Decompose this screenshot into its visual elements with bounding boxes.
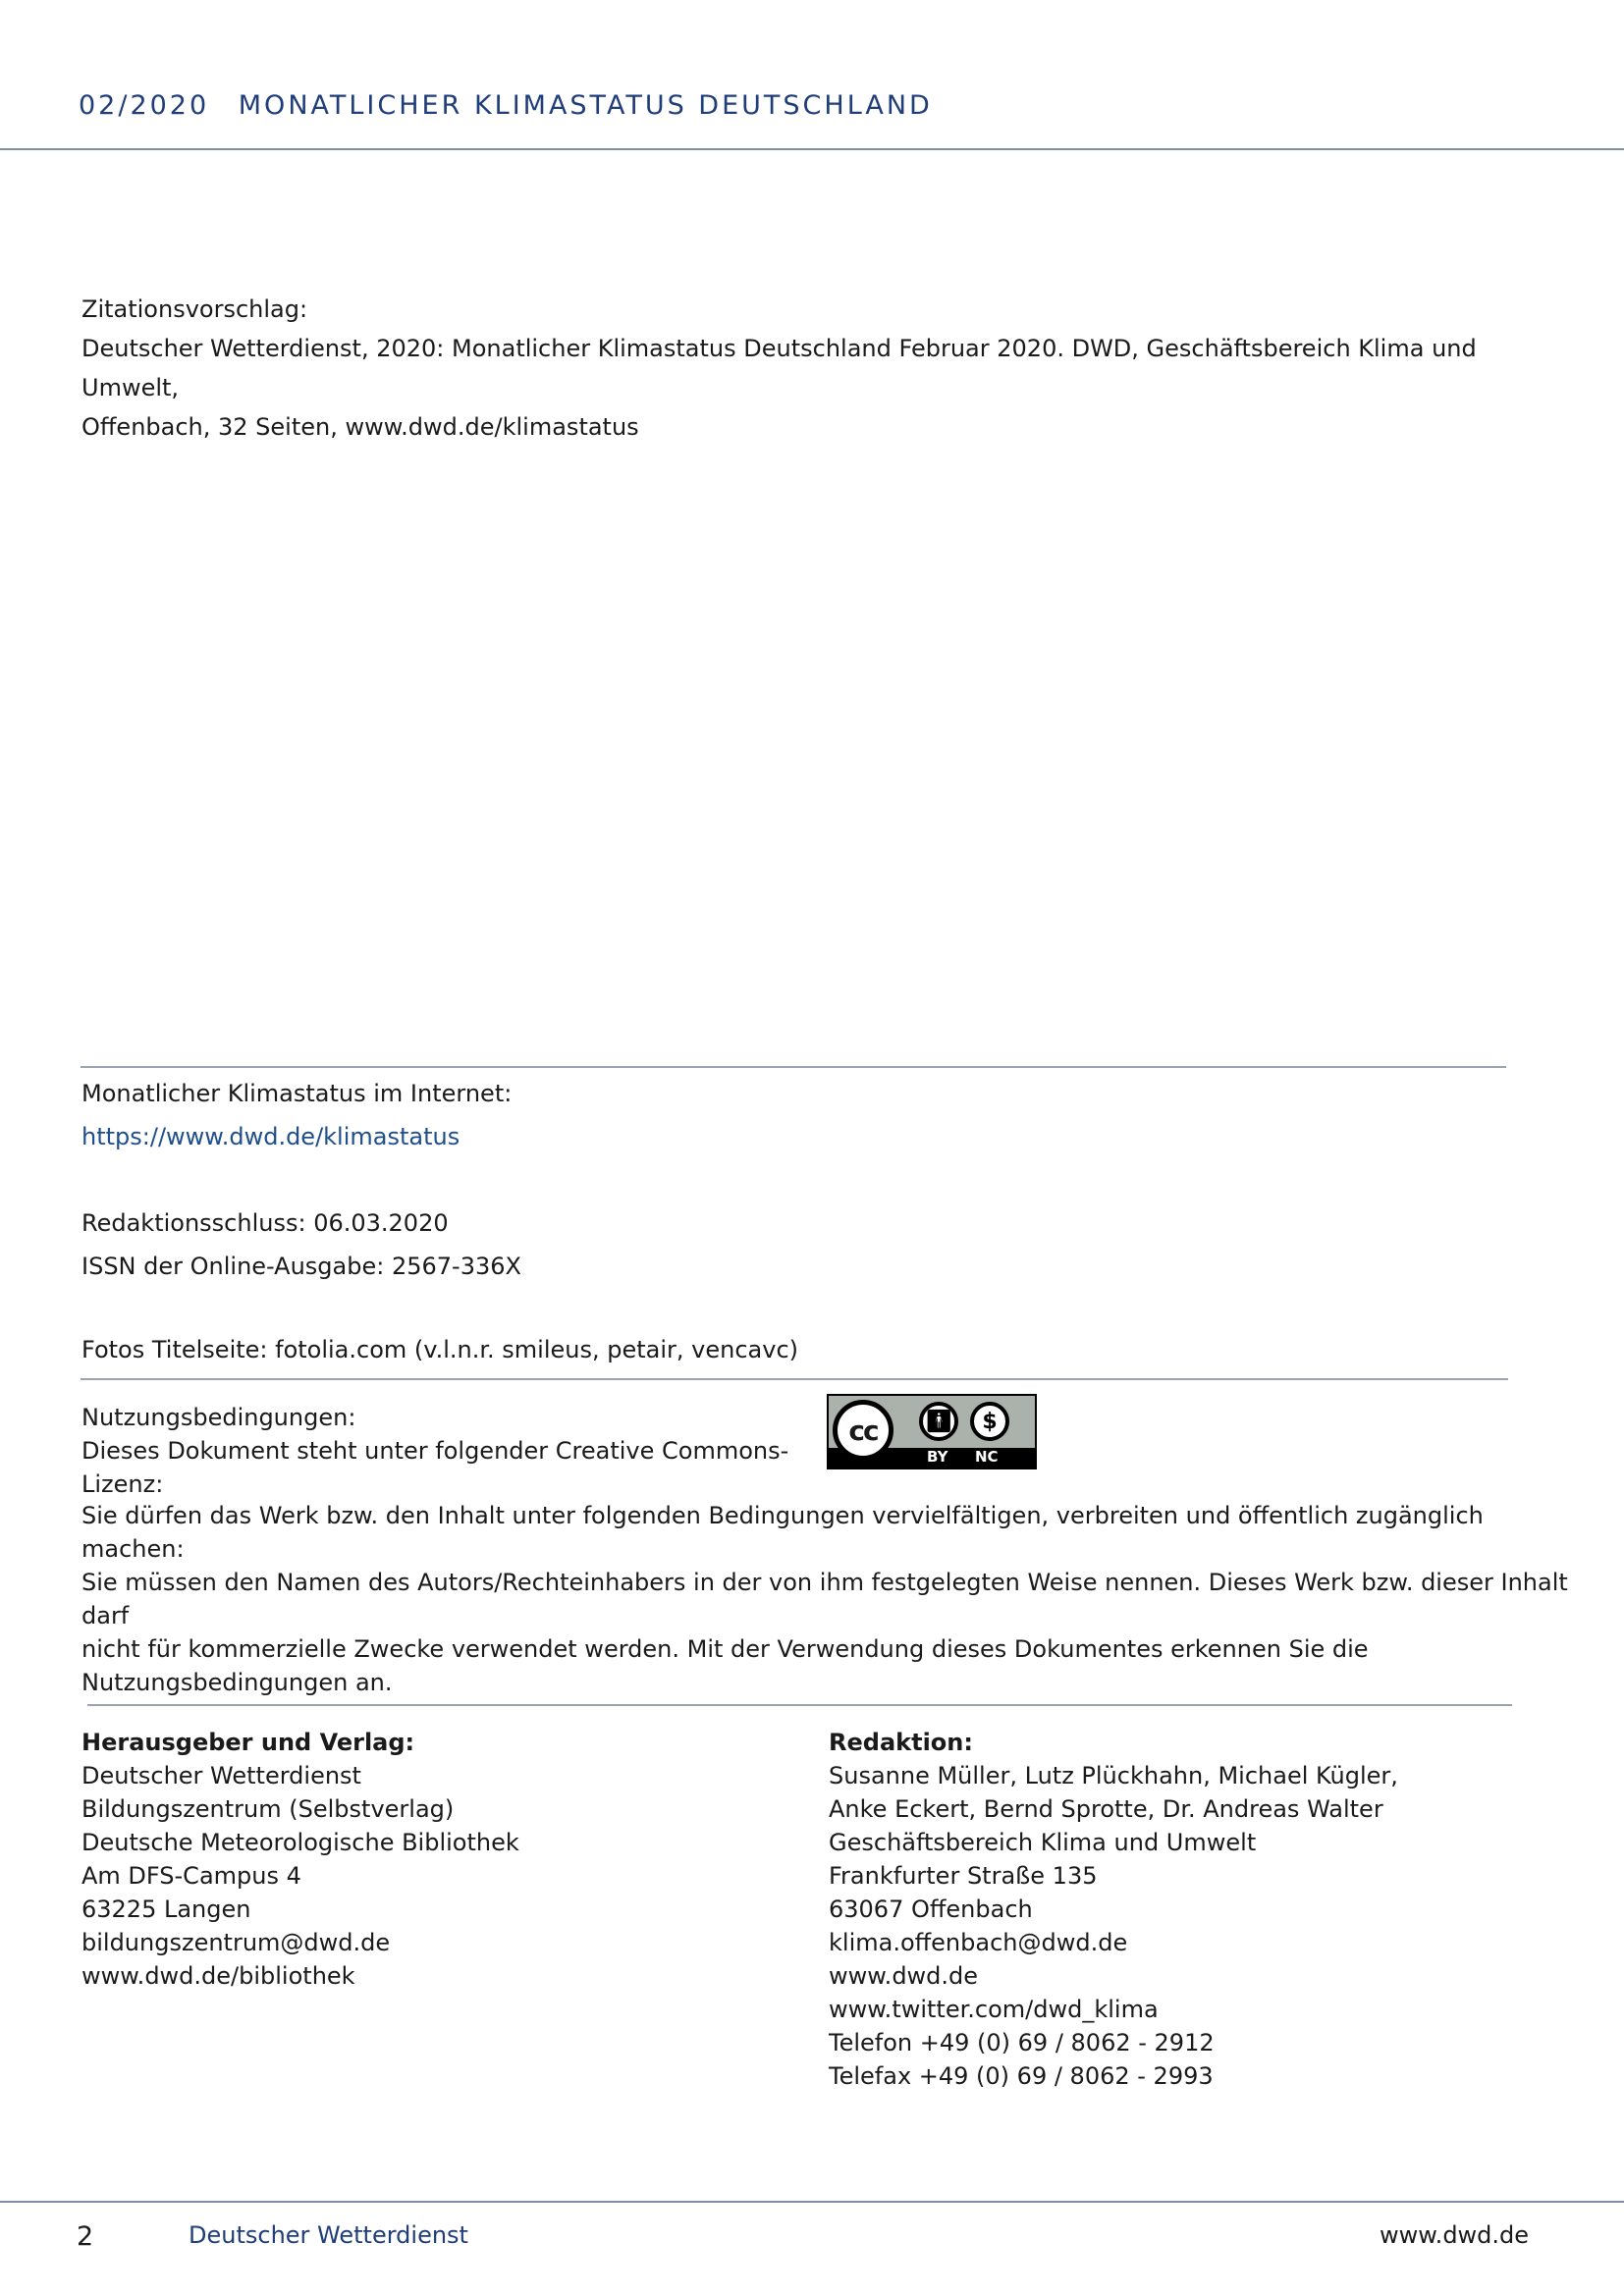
editorial-twitter[interactable]: www.twitter.com/dwd_klima: [829, 1996, 1159, 2023]
section-divider-2: [81, 1378, 1508, 1380]
internet-block: [81, 1072, 1505, 1158]
header-divider: [0, 148, 1624, 150]
editorial-line: Geschäftsbereich Klima und Umwelt: [829, 1829, 1257, 1856]
editorial-block: [829, 1726, 1595, 2093]
photo-credits-text: Fotos Titelseite: fotolia.com (v.l.n.r. smileus, petair, vencavc): [81, 1336, 799, 1363]
editorial-email[interactable]: klima.offenbach@dwd.de: [829, 1929, 1128, 1956]
publisher-line: 63225 Langen: [81, 1896, 251, 1923]
citation-label: Zitationsvorschlag:: [81, 295, 308, 323]
editorial-heading: Redaktion:: [829, 1729, 973, 1756]
editorial-line: Frankfurter Straße 135: [829, 1862, 1098, 1890]
footer-site[interactable]: www.dwd.de: [1380, 2221, 1530, 2249]
editorial-line: Susanne Müller, Lutz Plückhahn, Michael Kügler,: [829, 1762, 1398, 1789]
editorial-phone: Telefon +49 (0) 69 / 8062 - 2912: [829, 2029, 1215, 2056]
usage-terms-line-3: nicht für kommerzielle Zwecke verwendet werden. Mit der Verwendung dieses Dokumentes erkennen Sie die Nutzungsbedingungen an.: [81, 1635, 1369, 1696]
issn: ISSN der Online-Ausgabe: 2567-336X: [81, 1253, 521, 1280]
redaktionsschluss: Redaktionsschluss: 06.03.2020: [81, 1209, 449, 1237]
publisher-heading: Herausgeber und Verlag:: [81, 1729, 415, 1756]
usage-header-block: [81, 1401, 847, 1501]
usage-label: Nutzungsbedingungen:: [81, 1404, 356, 1431]
publication-title: MONATLICHER KLIMASTATUS DEUTSCHLAND: [238, 90, 933, 121]
header-title: [79, 90, 933, 121]
issue-number: 02/2020: [79, 90, 210, 121]
cc-by-nc-badge[interactable]: [827, 1394, 1037, 1469]
usage-terms-line-1: Sie dürfen das Werk bzw. den Inhalt unter folgenden Bedingungen vervielfältigen, verbreiten und öffentlich zugänglich machen:: [81, 1502, 1484, 1563]
noncommercial-icon: $: [970, 1402, 1009, 1441]
citation-block: [81, 290, 1554, 447]
usage-terms-line-2: Sie müssen den Namen des Autors/Rechteinhabers in der von ihm festgelegten Weise nennen. Dieses Werk bzw. dieser Inhalt darf: [81, 1569, 1568, 1629]
publisher-line: Deutscher Wetterdienst: [81, 1762, 361, 1789]
publisher-email[interactable]: bildungszentrum@dwd.de: [81, 1929, 391, 1956]
badge-nc-label: NC: [975, 1448, 999, 1466]
klimastatus-link[interactable]: https://www.dwd.de/klimastatus: [81, 1123, 460, 1150]
footer-divider: [0, 2201, 1624, 2203]
usage-terms: [81, 1499, 1574, 1699]
badge-by-label: BY: [927, 1448, 948, 1466]
cc-icon: cc: [833, 1400, 893, 1461]
citation-line-2: Offenbach, 32 Seiten, www.dwd.de/klimastatus: [81, 413, 639, 441]
citation-line-1: Deutscher Wetterdienst, 2020: Monatlicher Klimastatus Deutschland Februar 2020. DWD, Geschäftsbereich Klima und Umwelt,: [81, 335, 1477, 401]
editorial-line: 63067 Offenbach: [829, 1896, 1033, 1923]
publisher-website[interactable]: www.dwd.de/bibliothek: [81, 1962, 355, 1990]
publisher-block: [81, 1726, 769, 1993]
editorial-website[interactable]: www.dwd.de: [829, 1962, 979, 1990]
page-number: 2: [77, 2221, 94, 2252]
meta-block: [81, 1201, 1505, 1288]
footer-org: Deutscher Wetterdienst: [189, 2221, 468, 2249]
publisher-line: Bildungszentrum (Selbstverlag): [81, 1795, 455, 1823]
editorial-line: Anke Eckert, Bernd Sprotte, Dr. Andreas Walter: [829, 1795, 1383, 1823]
section-divider-1: [81, 1066, 1506, 1068]
editorial-fax: Telefax +49 (0) 69 / 8062 - 2993: [829, 2062, 1214, 2090]
publisher-line: Deutsche Meteorologische Bibliothek: [81, 1829, 519, 1856]
publisher-line: Am DFS-Campus 4: [81, 1862, 301, 1890]
section-divider-3: [87, 1704, 1512, 1706]
attribution-icon: 🚹︎: [919, 1402, 958, 1441]
license-line: Dieses Dokument steht unter folgender Creative Commons-Lizenz:: [81, 1437, 789, 1498]
internet-label: Monatlicher Klimastatus im Internet:: [81, 1080, 513, 1107]
photo-credits: [81, 1330, 1505, 1369]
